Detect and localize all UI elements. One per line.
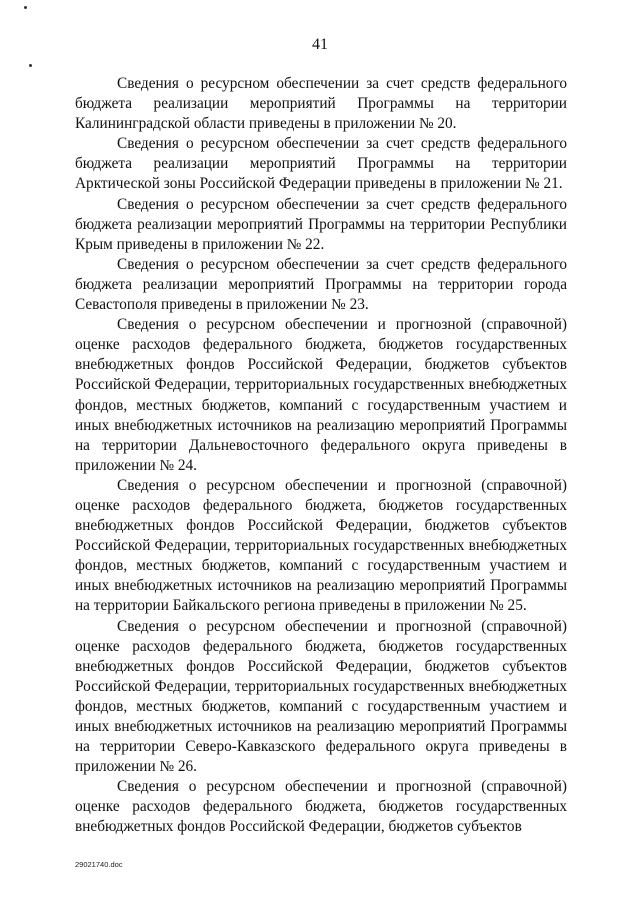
paragraph-appendix-26: Сведения о ресурсном обеспечении и прогнозной (справочной) оценке расходов федерального бюджета, бюджетов государственных внебюджетных фондов Российской Федерации, бюджетов субъектов Российской Федерации, территориальных государственных внебюджетных фондов, местных бюджетов, компаний с государственным участием и иных внебюджетных источников на реализацию мероприятий Программы на территории Северо-Кавказского федерального округа приведены в приложении № 26.: [75, 617, 567, 776]
paragraph-continued: Сведения о ресурсном обеспечении и прогнозной (справочной) оценке расходов федерального бюджета, бюджетов государственных внебюджетных фондов Российской Федерации, бюджетов субъектов: [75, 778, 567, 836]
footer-filename: 29021740.doc: [75, 860, 123, 869]
paragraph-appendix-25: Сведения о ресурсном обеспечении и прогнозной (справочной) оценке расходов федерального бюджета, бюджетов государственных внебюджетных фондов Российской Федерации, бюджетов субъектов Российской Федерации, территориальных государственных внебюджетных фондов, местных бюджетов, компаний с государственным участием и иных внебюджетных источников на реализацию мероприятий Программы на территории Байкальского региона приведены в приложении № 25.: [75, 476, 567, 615]
paragraph-appendix-20: Сведения о ресурсном обеспечении за счет средств федерального бюджета реализации мероприятий Программы на территории Калининградской области приведены в приложении № 20.: [75, 75, 567, 133]
scan-speck: [29, 64, 32, 67]
document-body: [75, 74, 567, 838]
scan-speck: [24, 6, 27, 9]
paragraph-appendix-22: Сведения о ресурсном обеспечении за счет средств федерального бюджета реализации мероприятий Программы на территории Республики Крым приведены в приложении № 22.: [75, 195, 567, 253]
paragraph-appendix-23: Сведения о ресурсном обеспечении за счет средств федерального бюджета реализации мероприятий Программы на территории города Севастополя приведены в приложении № 23.: [75, 255, 567, 314]
paragraph-appendix-24: Сведения о ресурсном обеспечении и прогнозной (справочной) оценке расходов федерального бюджета, бюджетов государственных внебюджетных фондов Российской Федерации, бюджетов субъектов Российской Федерации, территориальных государственных внебюджетных фондов, местных бюджетов, компаний с государственным участием и иных внебюджетных источников на реализацию мероприятий Программы на территории Дальневосточного федерального округа приведены в приложении № 24.: [75, 316, 567, 474]
page-number: 41: [312, 36, 328, 53]
paragraph-appendix-21: Сведения о ресурсном обеспечении за счет средств федерального бюджета реализации мероприятий Программы на территории Арктической зоны Российской Федерации приведены в приложении № 21.: [75, 135, 567, 193]
